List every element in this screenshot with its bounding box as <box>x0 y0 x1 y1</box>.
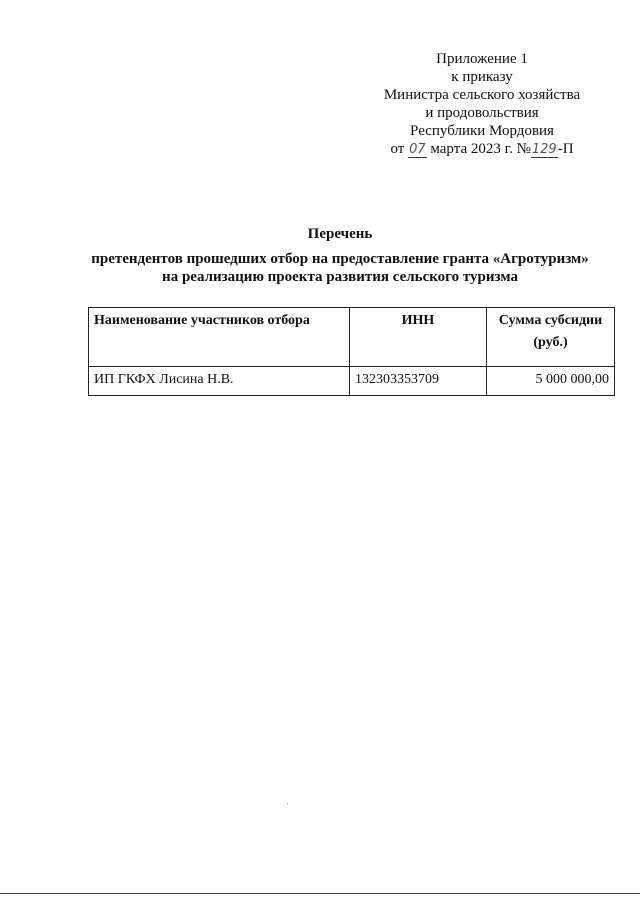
date-prefix: от <box>390 141 405 157</box>
cell-subsidy-amount: 5 000 000,00 <box>487 367 615 396</box>
appendix-date-line <box>362 140 602 158</box>
table-header-row <box>89 308 615 367</box>
appendix-minister: Министра сельского хозяйства <box>383 87 581 103</box>
document-title <box>40 225 640 286</box>
scan-speck <box>287 803 288 804</box>
participants-table <box>88 307 615 396</box>
title-line-3: на реализацию проекта развития сельского туризма <box>162 269 518 285</box>
header-participant-name: Наименование участников отбора <box>89 308 350 367</box>
appendix-ministry: и продовольствия <box>425 105 539 121</box>
appendix-number: Приложение 1 <box>436 51 528 67</box>
order-suffix: -П <box>557 141 574 157</box>
cell-participant-name: ИП ГКФХ Лисина Н.В. <box>89 367 350 396</box>
title-line-2: претендентов прошедших отбор на предоставление гранта «Агротуризм» <box>91 251 589 267</box>
appendix-header <box>362 50 602 158</box>
cell-inn: 132303353709 <box>350 367 487 396</box>
handwritten-day: 07 <box>409 142 426 157</box>
header-subsidy-amount: Сумма субсидии (руб.) <box>487 308 615 367</box>
date-rest: марта 2023 г. № <box>430 141 531 157</box>
scan-bottom-edge <box>0 893 640 894</box>
appendix-order-ref: к приказу <box>451 69 513 85</box>
appendix-republic: Республики Мордовия <box>410 123 554 139</box>
header-inn: ИНН <box>350 308 487 367</box>
handwritten-order-number: 129 <box>531 142 557 157</box>
table-row <box>89 367 615 396</box>
title-heading: Перечень <box>307 226 373 242</box>
